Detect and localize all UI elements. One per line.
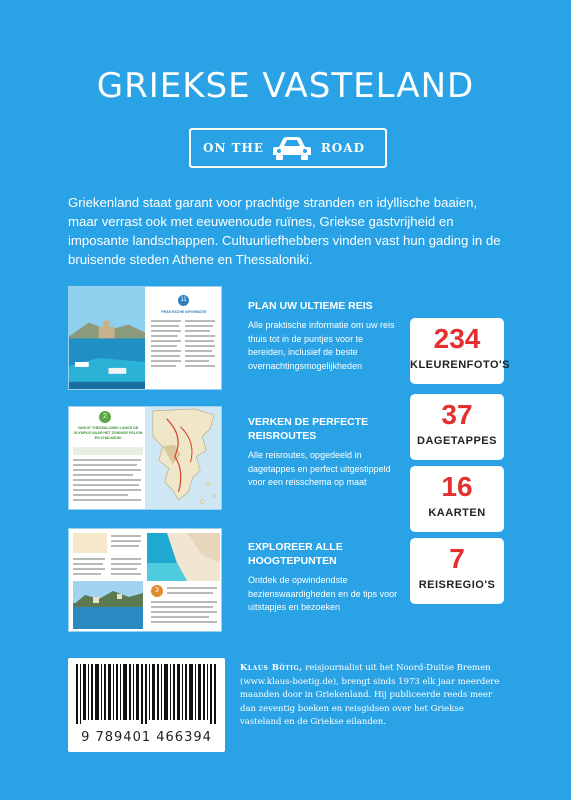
feature-highlights (248, 540, 400, 615)
page-number-badge: 11 (178, 295, 189, 306)
stat-label: KAARTEN (428, 507, 486, 519)
highlight-number-badge: 3 (151, 585, 163, 597)
spread-thumbnail-routes (68, 406, 222, 510)
feature-text: Alle reisroutes, opgedeeld in dagetappes en perfect uitgestippeld voor een reisschema op maat (248, 450, 391, 487)
book-title: GRIEKSE VASTELAND (96, 66, 475, 106)
coast-photo (73, 581, 143, 629)
car-icon (271, 135, 313, 161)
stat-number: 16 (441, 471, 473, 502)
feature-text: Ontdek de opwindendste bezienswaardigheden en de tips voor uitstapjes en bezoeken (248, 575, 398, 612)
feature-text: Alle praktische informatie om uw reis thuis tot in de puntjes voor te bereiden, inclusief de beste overnachtingsmogelijkheden (248, 320, 395, 371)
stat-label: DAGETAPPES (417, 435, 497, 447)
isbn-number: 9 789401 466394 (81, 730, 212, 745)
feature-plan (248, 299, 400, 373)
intro-text: Griekenland staat garant voor prachtige stranden en idyllische baaien, maar verrast ook met eeuwenoude ruïnes, Griekse gastvrijheid en imposante landschappen. Cultuurliefhebbers vinden vast hun gading in de bruisende steden Athene en Thessaloniki. (68, 195, 501, 267)
route-description-page (69, 407, 145, 509)
stat-stages (410, 394, 504, 460)
practical-info-heading: PRAKTISCHE INFORMATIE (161, 310, 207, 314)
barcode-bars (76, 664, 217, 724)
on-the-road-badge (189, 128, 387, 168)
harbour-photo (69, 287, 145, 390)
stat-label: REISREGIO'S (418, 579, 496, 591)
feature-heading: PLAN UW ULTIEME REIS (248, 300, 373, 312)
stat-label: KLEURENFOTO'S (410, 359, 510, 371)
highlights-page (69, 529, 145, 631)
feature-routes (248, 415, 400, 490)
author-bio (240, 662, 506, 730)
stat-regions (410, 538, 504, 604)
greece-map (145, 407, 221, 510)
stat-maps (410, 466, 504, 532)
author-name: Klaus Bötig, (240, 663, 303, 673)
stat-number: 234 (433, 323, 481, 354)
stat-photos (410, 318, 510, 384)
author-text: reisjournalist uit het Noord-Duitse Bremen (www.klaus-boetig.de), brengt sinds 1973 elk jaar meerdere maanden door in Griekenland. Hij publiceerde reeds meer dan zeventig boeken en reisgidsen over het Griekse vasteland en de Griekse eilanden. (240, 663, 500, 727)
route-heading: VANUIT THESSALONIKI LANGS DE OLYMPUS NAAR HET ZONNIGE PELION EN CHALKIDIKI (73, 426, 143, 440)
feature-heading: EXPLOREER ALLE HOOGTEPUNTEN (248, 541, 343, 567)
beach-photo (147, 533, 220, 581)
feature-heading: VERKEN DE PERFECTE REISROUTES (248, 416, 369, 442)
route-number-badge: 2 (99, 411, 111, 423)
stat-number: 37 (441, 399, 473, 430)
spread-thumbnail-highlights (68, 528, 222, 632)
beach-page (145, 529, 221, 631)
badge-left-text: ON THE (203, 141, 265, 155)
spread-thumbnail-practical (68, 286, 222, 390)
practical-info-page (145, 287, 221, 389)
isbn-barcode (68, 658, 225, 752)
badge-right-text: ROAD (320, 141, 365, 155)
stat-number: 7 (449, 543, 465, 574)
